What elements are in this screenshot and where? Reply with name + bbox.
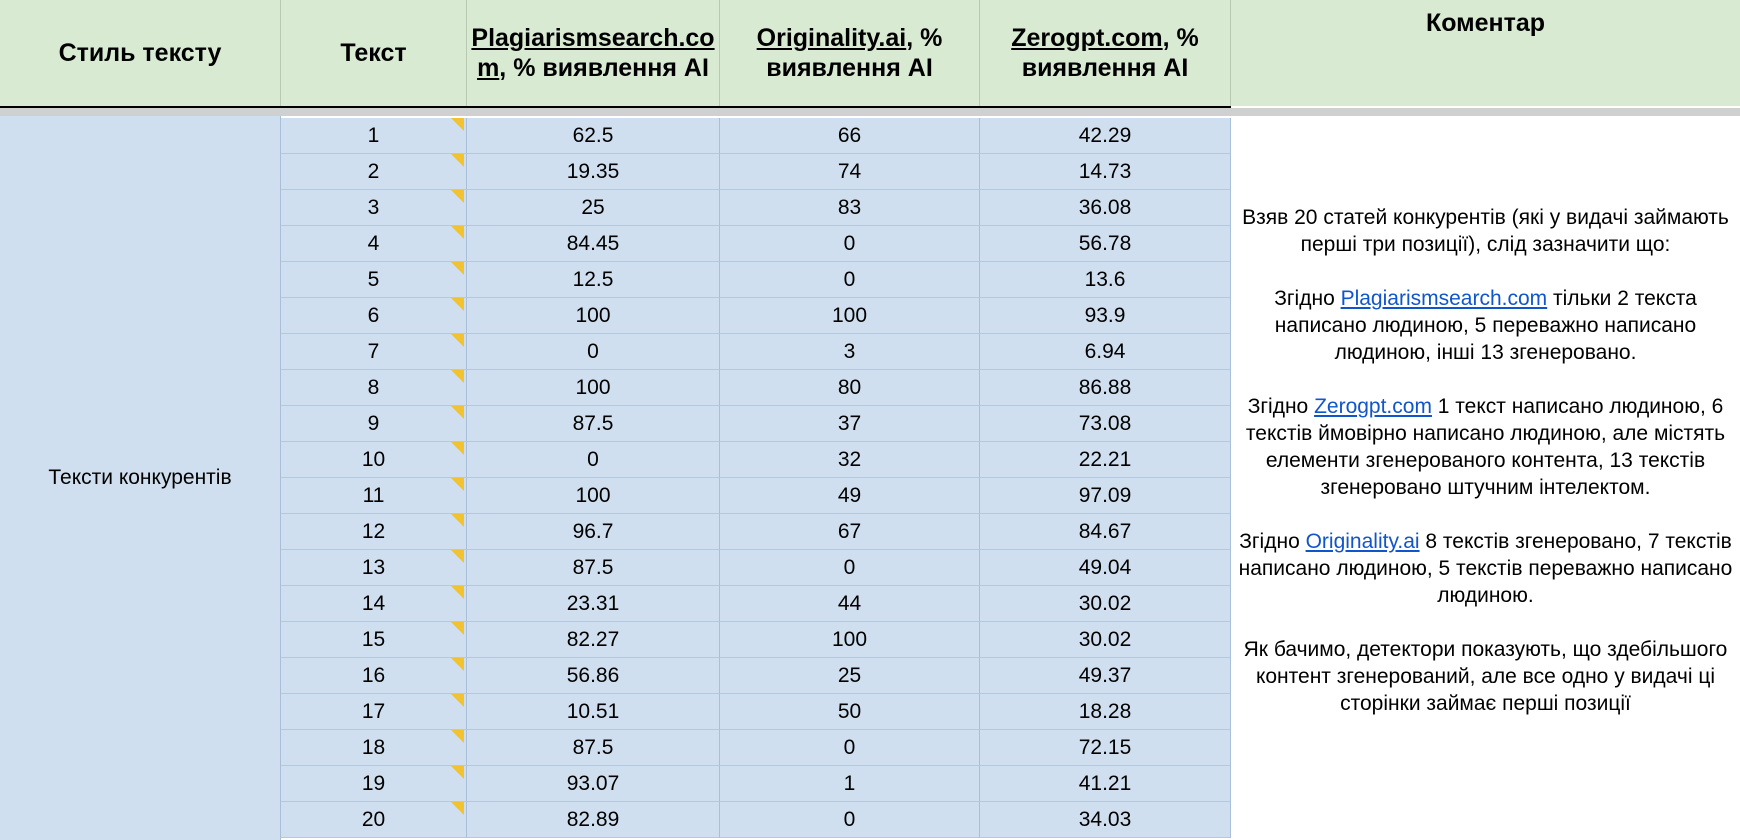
- originality-cell-value: 0: [843, 807, 856, 831]
- plagiarismsearch-cell-value: 87.5: [572, 735, 614, 759]
- originality-cell-value: 0: [843, 231, 856, 255]
- plagiarismsearch-cell-value: 100: [575, 483, 611, 507]
- zerogpt-cell-value: 13.6: [1084, 267, 1126, 291]
- group-cell[interactable]: [0, 116, 281, 840]
- zerogpt-cell[interactable]: [980, 694, 1231, 730]
- frozen-row-divider[interactable]: [0, 108, 1740, 116]
- text-number-cell-value: 8: [367, 375, 380, 399]
- text-number-cell[interactable]: [281, 406, 467, 442]
- originality-cell-value: 0: [843, 267, 856, 291]
- originality-cell[interactable]: [720, 442, 980, 478]
- originality-cell-value: 44: [837, 591, 862, 615]
- plagiarismsearch-cell[interactable]: [467, 550, 720, 586]
- originality-cell-value: 67: [837, 519, 862, 543]
- text-number-cell-value: 7: [367, 339, 380, 363]
- originality-cell-value: 83: [837, 195, 862, 219]
- text-number-cell-value: 16: [361, 663, 386, 687]
- zerogpt-cell[interactable]: [980, 550, 1231, 586]
- note-indicator-icon[interactable]: [451, 658, 464, 671]
- header-originality-suffix: , % виявлення AI: [766, 24, 943, 82]
- comment-cell[interactable]: [1231, 116, 1740, 840]
- note-indicator-icon[interactable]: [451, 262, 464, 275]
- note-indicator-icon[interactable]: [451, 190, 464, 203]
- note-indicator-icon[interactable]: [451, 622, 464, 635]
- comment-plagiarismsearch-link[interactable]: Plagiarismsearch.com: [1340, 287, 1548, 310]
- text-number-cell[interactable]: [281, 730, 467, 766]
- comment-intro: Взяв 20 статей конкурентів (які у видачі займають перші три позиції), слід зазначити що:: [1242, 206, 1729, 256]
- text-number-cell-value: 18: [361, 735, 386, 759]
- originality-cell[interactable]: [720, 406, 980, 442]
- originality-cell[interactable]: [720, 586, 980, 622]
- header-zerogpt-suffix: , % виявлення AI: [1021, 24, 1199, 82]
- originality-cell[interactable]: [720, 226, 980, 262]
- note-indicator-icon[interactable]: [451, 406, 464, 419]
- text-number-cell[interactable]: [281, 226, 467, 262]
- zerogpt-cell-value: 72.15: [1078, 735, 1132, 759]
- note-indicator-icon[interactable]: [451, 694, 464, 707]
- zerogpt-cell-value: 36.08: [1078, 195, 1132, 219]
- note-indicator-icon[interactable]: [451, 550, 464, 563]
- note-indicator-icon[interactable]: [451, 154, 464, 167]
- zerogpt-cell[interactable]: [980, 622, 1231, 658]
- header-comment[interactable]: [1231, 0, 1740, 106]
- note-indicator-icon[interactable]: [451, 226, 464, 239]
- comment-originality: [1237, 528, 1734, 609]
- originality-cell[interactable]: [720, 118, 980, 154]
- plagiarismsearch-cell-value: 25: [581, 195, 605, 219]
- plagiarismsearch-cell-value: 96.7: [572, 519, 614, 543]
- header-zerogpt-label: [980, 23, 1230, 83]
- text-number-cell-value: 20: [361, 807, 386, 831]
- text-number-cell[interactable]: [281, 586, 467, 622]
- originality-cell[interactable]: [720, 658, 980, 694]
- originality-cell-value: 100: [831, 303, 868, 327]
- comment-plagiarismsearch-prefix: Згідно: [1274, 287, 1341, 310]
- zerogpt-cell-value: 34.03: [1078, 807, 1132, 831]
- text-number-cell-value: 9: [367, 411, 380, 435]
- originality-cell[interactable]: [720, 478, 980, 514]
- note-indicator-icon[interactable]: [451, 586, 464, 599]
- originality-cell-value: 66: [837, 123, 862, 147]
- plagiarismsearch-cell-value: 100: [575, 375, 611, 399]
- plagiarismsearch-cell[interactable]: [467, 298, 720, 334]
- plagiarismsearch-cell-value: 87.5: [572, 411, 614, 435]
- text-number-cell[interactable]: [281, 694, 467, 730]
- plagiarismsearch-cell[interactable]: [467, 406, 720, 442]
- zerogpt-cell[interactable]: [980, 802, 1231, 838]
- header-text-label: Текст: [340, 39, 407, 67]
- comment-conclusion: Як бачимо, детектори показують, що здебільшого контент згенерований, але все одно у видачі ці сторінки займає перші позиції: [1243, 638, 1728, 715]
- originality-cell[interactable]: [720, 370, 980, 406]
- zerogpt-cell-value: 6.94: [1084, 339, 1126, 363]
- plagiarismsearch-cell[interactable]: [467, 442, 720, 478]
- plagiarismsearch-cell[interactable]: [467, 478, 720, 514]
- originality-header-link[interactable]: Originality.ai: [756, 24, 907, 52]
- text-number-cell[interactable]: [281, 658, 467, 694]
- zerogpt-cell[interactable]: [980, 442, 1231, 478]
- zerogpt-cell[interactable]: [980, 226, 1231, 262]
- plagiarismsearch-cell[interactable]: [467, 370, 720, 406]
- plagiarismsearch-cell[interactable]: [467, 334, 720, 370]
- text-number-cell-value: 11: [362, 483, 385, 507]
- note-indicator-icon[interactable]: [451, 370, 464, 383]
- text-number-cell[interactable]: [281, 766, 467, 802]
- originality-cell-value: 37: [837, 411, 862, 435]
- originality-cell-value: 49: [837, 483, 862, 507]
- comment-originality-link[interactable]: Originality.ai: [1305, 530, 1420, 553]
- header-style[interactable]: [0, 0, 281, 106]
- text-number-cell[interactable]: [281, 514, 467, 550]
- comment-originality-prefix: Згідно: [1239, 530, 1306, 553]
- plagiarismsearch-cell-value: 23.31: [566, 591, 620, 615]
- zerogpt-cell[interactable]: [980, 154, 1231, 190]
- note-indicator-icon[interactable]: [451, 334, 464, 347]
- text-number-cell-value: 10: [361, 447, 386, 471]
- plagiarismsearch-cell[interactable]: [467, 262, 720, 298]
- zerogpt-cell-value: 14.73: [1078, 159, 1132, 183]
- zerogpt-cell[interactable]: [980, 586, 1231, 622]
- text-number-cell[interactable]: [281, 154, 467, 190]
- header-originality-label: [720, 23, 979, 83]
- text-number-cell[interactable]: [281, 262, 467, 298]
- comment-zerogpt-text: 1 текст написано людиною, 6 текстів ймовірно написано людиною, але містять елементи згенерованого контента, 13 текстів згенеровано штучним інтелектом.: [1245, 395, 1726, 499]
- zerogpt-cell[interactable]: [980, 370, 1231, 406]
- text-number-cell-value: 19: [361, 771, 386, 795]
- zerogpt-cell[interactable]: [980, 118, 1231, 154]
- originality-cell[interactable]: [720, 550, 980, 586]
- plagiarismsearch-cell[interactable]: [467, 802, 720, 838]
- zerogpt-cell-value: 18.28: [1078, 699, 1132, 723]
- zerogpt-cell-value: 41.21: [1078, 771, 1132, 795]
- zerogpt-cell[interactable]: [980, 406, 1231, 442]
- comment-plagiarismsearch: [1237, 285, 1734, 366]
- text-number-cell-value: 2: [367, 159, 380, 183]
- zerogpt-header-link[interactable]: Zerogpt.com: [1011, 24, 1163, 52]
- text-number-cell-value: 14: [361, 591, 386, 615]
- text-number-cell[interactable]: [281, 478, 467, 514]
- plagiarismsearch-cell-value: 0: [587, 447, 599, 471]
- plagiarismsearch-cell[interactable]: [467, 226, 720, 262]
- plagiarismsearch-cell-value: 100: [575, 303, 611, 327]
- originality-cell-value: 0: [843, 735, 856, 759]
- header-style-label: Стиль тексту: [58, 39, 222, 67]
- note-indicator-icon[interactable]: [451, 118, 464, 131]
- plagiarismsearch-cell[interactable]: [467, 658, 720, 694]
- plagiarismsearch-cell[interactable]: [467, 694, 720, 730]
- originality-cell-value: 74: [837, 159, 862, 183]
- text-number-cell[interactable]: [281, 298, 467, 334]
- text-number-cell-value: 15: [361, 627, 386, 651]
- zerogpt-cell[interactable]: [980, 190, 1231, 226]
- header-text[interactable]: [281, 0, 467, 106]
- zerogpt-cell-value: 97.09: [1078, 483, 1132, 507]
- originality-cell[interactable]: [720, 730, 980, 766]
- header-plagiarismsearch[interactable]: [467, 0, 720, 106]
- zerogpt-cell-value: 56.78: [1078, 231, 1132, 255]
- text-number-cell-value: 1: [367, 123, 380, 147]
- originality-cell[interactable]: [720, 622, 980, 658]
- originality-cell-value: 3: [843, 339, 856, 363]
- zerogpt-cell-value: 30.02: [1078, 591, 1132, 615]
- zerogpt-cell-value: 84.67: [1078, 519, 1132, 543]
- plagiarismsearch-cell[interactable]: [467, 514, 720, 550]
- plagiarismsearch-cell[interactable]: [467, 190, 720, 226]
- originality-cell-value: 80: [837, 375, 862, 399]
- comment-zerogpt-link[interactable]: Zerogpt.com: [1314, 395, 1432, 418]
- originality-cell-value: 50: [837, 699, 862, 723]
- note-indicator-icon[interactable]: [451, 730, 464, 743]
- plagiarismsearch-cell-value: 62.5: [572, 123, 614, 147]
- note-indicator-icon[interactable]: [451, 766, 464, 779]
- plagiarismsearch-cell-value: 87.5: [572, 555, 614, 579]
- plagiarismsearch-cell[interactable]: [467, 730, 720, 766]
- header-comment-label: Коментар: [1425, 9, 1546, 37]
- plagiarismsearch-cell[interactable]: [467, 586, 720, 622]
- text-number-cell[interactable]: [281, 334, 467, 370]
- text-number-cell[interactable]: [281, 550, 467, 586]
- text-number-cell[interactable]: [281, 442, 467, 478]
- originality-cell-value: 1: [843, 771, 856, 795]
- text-number-cell-value: 5: [367, 267, 380, 291]
- zerogpt-cell[interactable]: [980, 262, 1231, 298]
- zerogpt-cell[interactable]: [980, 298, 1231, 334]
- zerogpt-cell-value: 73.08: [1078, 411, 1132, 435]
- text-number-cell[interactable]: [281, 802, 467, 838]
- originality-cell-value: 25: [837, 663, 862, 687]
- plagiarismsearch-cell-value: 93.07: [566, 771, 620, 795]
- zerogpt-cell[interactable]: [980, 730, 1231, 766]
- text-number-cell-value: 17: [361, 699, 386, 723]
- text-number-cell-value: 13: [361, 555, 386, 579]
- originality-cell-value: 0: [843, 555, 856, 579]
- zerogpt-cell-value: 93.9: [1084, 303, 1126, 327]
- text-number-cell-value: 6: [367, 303, 380, 327]
- plagiarismsearch-cell-value: 84.45: [566, 231, 620, 255]
- originality-cell[interactable]: [720, 334, 980, 370]
- zerogpt-cell[interactable]: [980, 478, 1231, 514]
- note-indicator-icon[interactable]: [451, 478, 464, 491]
- zerogpt-cell-value: 49.37: [1078, 663, 1132, 687]
- text-number-cell[interactable]: [281, 190, 467, 226]
- group-label: Тексти конкурентів: [48, 466, 232, 489]
- zerogpt-cell-value: 30.02: [1078, 627, 1132, 651]
- text-number-cell[interactable]: [281, 622, 467, 658]
- originality-cell[interactable]: [720, 766, 980, 802]
- originality-cell[interactable]: [720, 694, 980, 730]
- text-number-cell[interactable]: [281, 118, 467, 154]
- plagiarismsearch-cell-value: 12.5: [572, 267, 614, 291]
- text-number-cell-value: 12: [361, 519, 386, 543]
- originality-cell[interactable]: [720, 190, 980, 226]
- plagiarismsearch-cell[interactable]: [467, 766, 720, 802]
- header-originality[interactable]: [720, 0, 980, 106]
- zerogpt-cell-value: 86.88: [1078, 375, 1132, 399]
- originality-cell[interactable]: [720, 262, 980, 298]
- zerogpt-cell-value: 22.21: [1078, 447, 1132, 471]
- plagiarismsearch-cell-value: 56.86: [566, 663, 620, 687]
- plagiarismsearch-cell-value: 82.27: [566, 627, 620, 651]
- note-indicator-icon[interactable]: [451, 514, 464, 527]
- plagiarismsearch-cell[interactable]: [467, 622, 720, 658]
- plagiarismsearch-cell-value: 19.35: [566, 159, 620, 183]
- text-number-cell-value: 4: [367, 231, 380, 255]
- note-indicator-icon[interactable]: [451, 298, 464, 311]
- originality-cell[interactable]: [720, 154, 980, 190]
- originality-cell[interactable]: [720, 802, 980, 838]
- plagiarismsearch-header-link[interactable]: Plagiarismsearch.com: [471, 24, 715, 82]
- comment-originality-text: 8 текстів згенеровано, 7 текстів написано людиною, 5 текстів переважно написано людиною.: [1238, 530, 1733, 607]
- header-plagiarismsearch-suffix: , % виявлення AI: [499, 54, 709, 82]
- comment-plagiarismsearch-text: тільки 2 текста написано людиною, 5 переважно написано людиною, інші 13 згенеровано.: [1274, 287, 1697, 364]
- plagiarismsearch-cell-value: 10.51: [566, 699, 620, 723]
- header-plagiarismsearch-label: [471, 23, 715, 83]
- comment-zerogpt: [1237, 393, 1734, 501]
- originality-cell[interactable]: [720, 514, 980, 550]
- zerogpt-cell-value: 49.04: [1078, 555, 1132, 579]
- zerogpt-cell-value: 42.29: [1078, 123, 1132, 147]
- plagiarismsearch-cell-value: 82.89: [566, 807, 620, 831]
- zerogpt-cell[interactable]: [980, 766, 1231, 802]
- note-indicator-icon[interactable]: [451, 442, 464, 455]
- note-indicator-icon[interactable]: [451, 802, 464, 815]
- plagiarismsearch-cell-value: 0: [587, 339, 599, 363]
- text-number-cell-value: 3: [367, 195, 380, 219]
- zerogpt-cell[interactable]: [980, 658, 1231, 694]
- comment-zerogpt-prefix: Згідно: [1247, 395, 1315, 418]
- originality-cell[interactable]: [720, 298, 980, 334]
- plagiarismsearch-cell[interactable]: [467, 154, 720, 190]
- text-number-cell[interactable]: [281, 370, 467, 406]
- originality-cell-value: 32: [837, 447, 862, 471]
- plagiarismsearch-cell[interactable]: [467, 118, 720, 154]
- header-zerogpt[interactable]: [980, 0, 1231, 106]
- originality-cell-value: 100: [831, 627, 868, 651]
- zerogpt-cell[interactable]: [980, 334, 1231, 370]
- zerogpt-cell[interactable]: [980, 514, 1231, 550]
